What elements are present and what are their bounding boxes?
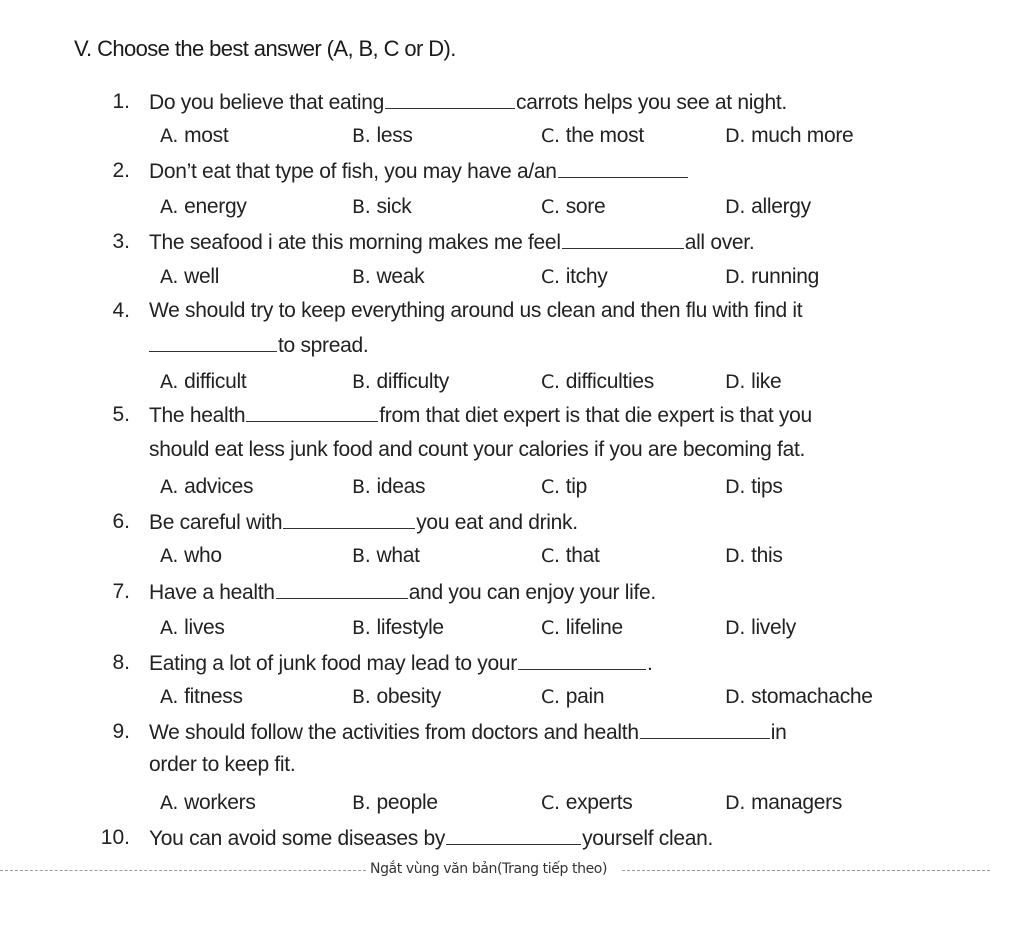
option-d[interactable]: D. lively [725,616,796,639]
question-text [149,649,653,678]
option-c[interactable]: C. difficulties [541,370,654,393]
section-heading: V. Choose the best answer (A, B, C or D). [74,36,456,61]
page-break-line [622,870,990,871]
question-number: 7. [112,580,130,603]
question-text-before: Have a health [149,581,275,604]
option-a[interactable]: A. advices [160,475,254,498]
question-text [149,401,812,430]
question-text [149,88,787,117]
option-d[interactable]: D. running [725,265,820,288]
option-c[interactable]: C. pain [541,685,605,708]
question-text-after: yourself clean. [582,827,713,850]
option-c[interactable]: C. experts [541,791,633,814]
question-text [149,508,578,537]
question-text-continued: order to keep fit. [149,753,296,776]
question-text-continued [149,331,368,360]
option-d[interactable]: D. tips [725,475,783,498]
answer-blank [283,508,415,529]
question-number: 1. [112,90,130,113]
option-b[interactable]: B. weak [352,265,425,288]
option-d[interactable]: D. managers [725,791,843,814]
page-break-label: Ngắt vùng văn bản(Trang tiếp theo) [370,861,608,877]
question-text-after: to spread. [278,334,369,357]
question-text [149,718,786,747]
question-text-before: Be careful with [149,511,283,534]
option-a[interactable]: A. lives [160,616,225,639]
option-b[interactable]: B. sick [352,195,412,218]
answer-blank [385,88,515,109]
question-text-after: all over. [684,231,755,254]
question-text [149,824,713,853]
option-c[interactable]: C. the most [541,124,644,147]
option-c[interactable]: C. that [541,544,600,567]
option-a[interactable]: A. well [160,265,220,288]
option-b[interactable]: B. lifestyle [352,616,444,639]
option-c[interactable]: C. itchy [541,265,608,288]
question-text-after: in [770,721,787,744]
option-a[interactable]: A. most [160,124,229,147]
question-text-before: You can avoid some diseases by [149,827,446,850]
question-text-after: and you can enjoy your life. [408,581,656,604]
answer-blank [558,157,688,178]
option-b[interactable]: B. obesity [352,685,441,708]
question-text-before: Eating a lot of junk food may lead to your [149,652,517,675]
question-text-before: The seafood i ate this morning makes me feel [149,231,561,254]
question-text-continued: should eat less junk food and count your calories if you are becoming fat. [149,438,806,461]
question-text-after: from that diet expert is that die expert is that you [379,404,812,427]
option-c[interactable]: C. sore [541,195,606,218]
question-text-before: Do you believe that eating [149,91,385,114]
answer-blank [246,401,378,422]
page-break-indicator [0,860,990,882]
option-b[interactable]: B. less [352,124,413,147]
option-b[interactable]: B. what [352,544,420,567]
page-break-line [0,870,366,871]
question-number: 2. [112,159,130,182]
question-text-after: carrots helps you see at night. [516,91,787,114]
answer-blank [276,578,408,599]
answer-blank [446,824,581,845]
question-text [149,157,689,186]
question-number: 3. [112,230,130,253]
option-d[interactable]: D. this [725,544,783,567]
answer-blank [640,718,770,739]
question-number: 5. [112,403,130,426]
question-text: We should try to keep everything around us clean and then flu with find it [149,299,803,322]
option-a[interactable]: A. fitness [160,685,243,708]
question-text-before: Don’t eat that type of fish, you may have a/an [149,160,557,183]
question-text-before: The health [149,404,246,427]
option-a[interactable]: A. difficult [160,370,247,393]
option-d[interactable]: D. much more [725,124,854,147]
answer-blank [149,331,277,352]
option-d[interactable]: D. allergy [725,195,811,218]
question-text-before: We should follow the activities from doctors and health [149,721,639,744]
option-c[interactable]: C. lifeline [541,616,623,639]
option-a[interactable]: A. energy [160,195,247,218]
option-b[interactable]: B. people [352,791,438,814]
question-number: 10. [100,826,130,849]
option-b[interactable]: B. difficulty [352,370,449,393]
option-d[interactable]: D. stomachache [725,685,873,708]
option-a[interactable]: A. workers [160,791,256,814]
option-d[interactable]: D. like [725,370,782,393]
question-number: 8. [112,651,130,674]
question-number: 6. [112,510,130,533]
question-text-after: you eat and drink. [416,511,578,534]
question-number: 4. [112,299,130,322]
answer-blank [562,228,684,249]
question-number: 9. [112,720,130,743]
option-a[interactable]: A. who [160,544,222,567]
option-c[interactable]: C. tip [541,475,587,498]
option-b[interactable]: B. ideas [352,475,426,498]
answer-blank [518,649,646,670]
question-text [149,228,754,257]
question-text-after: . [646,652,653,675]
question-text [149,578,656,607]
